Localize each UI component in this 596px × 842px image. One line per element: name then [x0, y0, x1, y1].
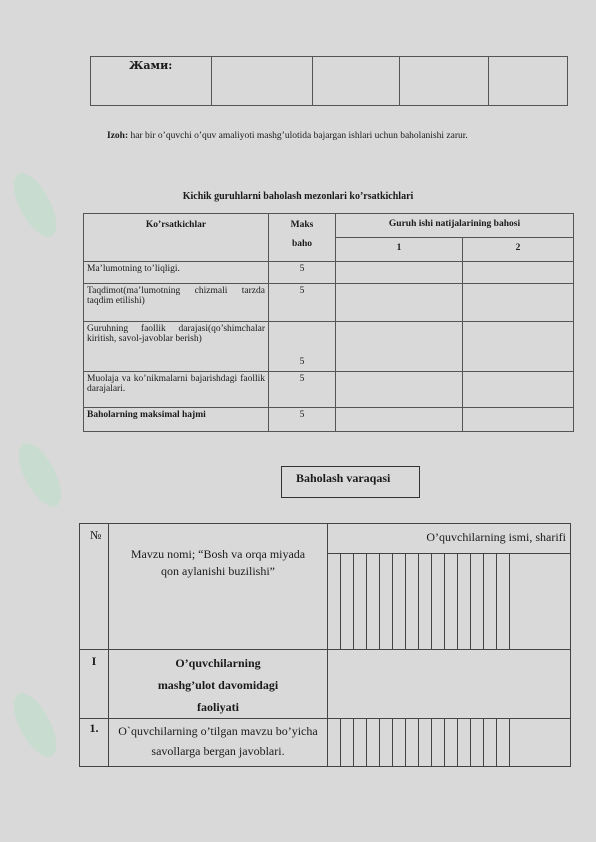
note-label: Izoh: — [107, 131, 129, 141]
student-column — [393, 554, 406, 650]
student-cell — [484, 719, 497, 767]
total-label-cell — [91, 57, 212, 106]
criteria-row-cell — [336, 372, 463, 408]
student-column — [484, 554, 497, 650]
assessment-title-box — [281, 466, 420, 498]
assessment-topic: Mavzu nomi; “Bosh va orqa miyada qon aylanishi buzilishi” — [130, 547, 306, 578]
criteria-row-cell — [463, 372, 574, 408]
criteria-row-cell — [336, 322, 463, 372]
criteria-row-cell — [463, 262, 574, 284]
student-column — [406, 554, 419, 650]
student-column — [419, 554, 432, 650]
assessment-section-no: I — [80, 650, 109, 719]
criteria-header-group: Guruh ishi natijalarining bahosi — [336, 214, 574, 238]
student-column — [380, 554, 393, 650]
criteria-header-group-2: 2 — [463, 238, 574, 262]
student-cell — [380, 719, 393, 767]
student-cell — [328, 719, 341, 767]
criteria-row-cell — [463, 284, 574, 322]
criteria-total-max: 5 — [269, 408, 336, 432]
assessment-section-cells — [328, 650, 571, 719]
student-column — [432, 554, 445, 650]
total-table — [90, 56, 568, 106]
assessment-item-no: 1. — [80, 719, 109, 767]
student-column — [328, 554, 341, 650]
assessment-item-row — [80, 719, 571, 767]
criteria-row-cell — [463, 408, 574, 432]
criteria-row — [84, 262, 574, 284]
assessment-section-row — [80, 650, 571, 719]
criteria-title: Kichik guruhlarni baholash mezonlari ko’rsatkichlari — [182, 191, 414, 202]
student-column — [367, 554, 380, 650]
note-text: har bir o’quvchi o’quv amaliyoti mashg’ulotida bajargan ishlari uchun baholanishi zarur. — [128, 131, 468, 141]
criteria-row-cell — [336, 408, 463, 432]
student-cell — [393, 719, 406, 767]
student-column — [510, 554, 571, 650]
criteria-row-label: Taqdimot(ma’lumotning chizmali tarzda taqdim etilishi) — [84, 284, 269, 322]
criteria-header-group-1: 1 — [336, 238, 463, 262]
criteria-header-max-line2: baho — [291, 239, 313, 249]
student-cell — [471, 719, 484, 767]
note — [107, 130, 555, 143]
student-cell — [419, 719, 432, 767]
student-column — [354, 554, 367, 650]
student-column — [341, 554, 354, 650]
student-column — [471, 554, 484, 650]
criteria-row-max: 5 — [269, 372, 336, 408]
criteria-row-label: Muolaja va ko’nikmalarni bajarishdagi faollik darajalari. — [84, 372, 269, 408]
total-cell — [400, 57, 489, 106]
assessment-section-label: O’quvchilarning mashg’ulot davomidagi faoliyati — [109, 650, 328, 719]
criteria-total-label: Baholarning maksimal hajmi — [84, 408, 269, 432]
student-cell — [510, 719, 571, 767]
criteria-table — [83, 213, 574, 432]
criteria-header-max-line1: Maks — [290, 220, 314, 230]
criteria-total-row — [84, 408, 574, 432]
criteria-row-max: 5 — [269, 322, 336, 372]
total-cell — [313, 57, 400, 106]
assessment-topic-cell — [109, 524, 328, 650]
total-label: Жами: — [129, 59, 173, 72]
student-column — [445, 554, 458, 650]
assessment-table — [79, 523, 571, 767]
student-cell — [367, 719, 380, 767]
watermark-shape — [5, 167, 64, 243]
student-column — [497, 554, 510, 650]
criteria-row-cell — [463, 322, 574, 372]
assessment-item-label: O`quvchilarning o’tilgan mavzu bo’yicha savollarga bergan javoblari. — [109, 719, 328, 767]
criteria-row — [84, 284, 574, 322]
criteria-row-label: Ma’lumotning to’liqligi. — [84, 262, 269, 284]
criteria-row-max: 5 — [269, 262, 336, 284]
criteria-header-indicators: Ko’rsatkichlar — [84, 214, 269, 262]
criteria-row — [84, 372, 574, 408]
criteria-row-max: 5 — [269, 284, 336, 322]
criteria-row-cell — [336, 284, 463, 322]
criteria-row — [84, 322, 574, 372]
assessment-header-no: № — [80, 524, 109, 650]
student-cell — [341, 719, 354, 767]
criteria-row-label: Guruhning faollik darajasi(qo’shimchalar kiritish, savol-javoblar berish) — [84, 322, 269, 372]
student-cell — [497, 719, 510, 767]
student-cell — [406, 719, 419, 767]
total-cell — [489, 57, 568, 106]
watermark-shape — [5, 687, 64, 763]
assessment-students-header: O’quvchilarning ismi, sharifi — [328, 524, 571, 554]
student-cell — [458, 719, 471, 767]
criteria-header-max — [269, 214, 336, 262]
student-cell — [445, 719, 458, 767]
student-cell — [354, 719, 367, 767]
criteria-row-cell — [336, 262, 463, 284]
watermark-shape — [10, 437, 69, 513]
total-cell — [212, 57, 313, 106]
student-column — [458, 554, 471, 650]
assessment-title: Baholash varaqasi — [296, 471, 391, 485]
student-cell — [432, 719, 445, 767]
